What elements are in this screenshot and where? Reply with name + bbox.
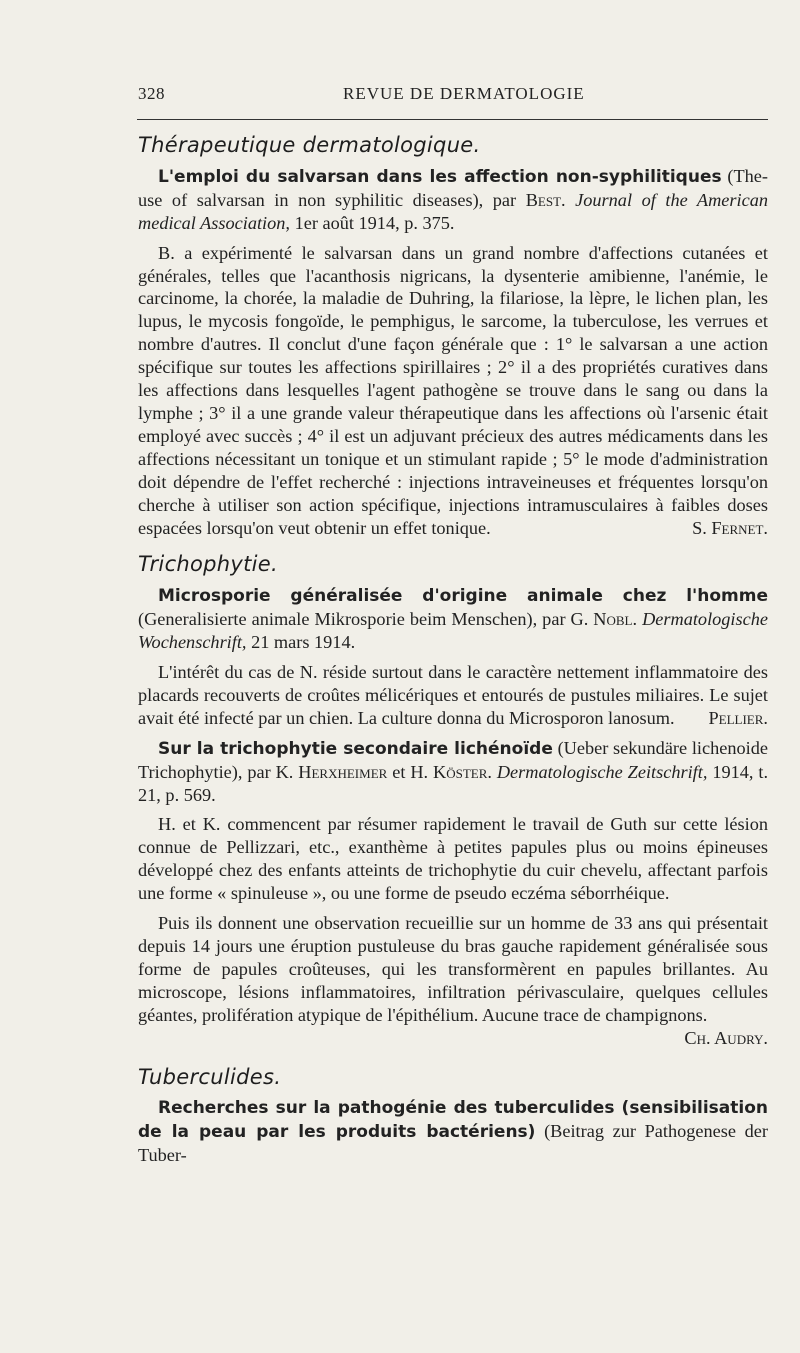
body-text: L'intérêt du cas de N. réside surtout dans le caractère nettement inflammatoire des placards recouverts de croûtes mélicériques et entourés de pustules miliaires. Le sujet avait été infecté par un chien. La culture donna du Microsporon lanosum. <box>138 662 768 728</box>
journal-title: REVUE DE DERMATOLOGIE <box>343 84 585 103</box>
reference-text: (Generalisierte animale Mikrosporie beim Menschen), par G. <box>138 609 594 630</box>
signature: Ch. Audry. <box>684 1027 768 1048</box>
reference-text: et H. <box>387 761 433 782</box>
section-title-tuberculides: Tuberculides. <box>138 1064 282 1089</box>
article-title: Recherches sur la pathogénie des tuberculides (sensibilisation de la peau par les produits bactériens) <box>138 1098 768 1143</box>
section-title-trichophytie: Trichophytie. <box>138 552 278 577</box>
article-body <box>138 813 768 905</box>
page-number: 328 <box>138 84 165 103</box>
article-reference <box>138 1096 768 1167</box>
body-text: H. et K. commencent par résumer rapidement le travail de Guth sur cette lésion connue de Pellizzari, etc., exanthème à petites papules plus ou moins épineuses développé chez des enfants atteints de trichophytie du cuir chevelu, affectant parfois une forme « spinuleuse », ou une forme de pseudo eczéma séborrhéique. <box>138 814 768 904</box>
article-reference <box>138 165 768 235</box>
author-name: Best <box>525 189 562 210</box>
journal-name: Dermatologische Zeitschrift, <box>496 761 708 782</box>
reference-date: 1er août 1914, p. 375. <box>290 212 455 233</box>
signature: Pellier. <box>708 707 768 728</box>
journal-name: Journal of the American medical Association, <box>138 189 769 233</box>
article-reference <box>138 737 768 807</box>
article-body <box>138 661 768 730</box>
article-body <box>138 242 768 540</box>
article-title: Sur la trichophytie secondaire lichénoïde <box>158 738 553 759</box>
author-name: Köster <box>433 761 488 782</box>
body-text: B. a expérimenté le salvarsan dans un grand nombre d'affections cutanées et générales, telles que l'acanthosis nigricans, la dysenterie amibienne, l'anémie, le carcinome, la chorée, la maladie de Duhring, la filariose, la lèpre, le lichen plan, les lupus, le mycosis fongoïde, le pemphigus, le sarcome, la tuberculose, les verrues et nombre d'autres. Il conclut d'une façon générale que : 1° le salvarsan a une action spécifique sur toutes les affections spirillaires ; 2° il a des propriétés curatives dans les affections dans lesquelles l'agent pathogène se trouve dans le sang ou dans la lymphe ; 3° il a une grande valeur thérapeutique dans les affections où l'arsenic était employé avec succès ; 4° il est un adjuvant précieux des autres médicaments dans les affections nécessitant un tonique et un stimulant rapide ; 5° le mode d'administration doit dépendre de l'effet recherché : injections intraveineuses et fréquentes lorsqu'on cherche à utiliser son action spécifique, injections intramusculaires à faibles doses espacées lorsqu'on veut obtenir un effet tonique. <box>138 242 768 538</box>
article-reference <box>138 584 768 654</box>
body-text: Puis ils donnent une observation recueillie sur un homme de 33 ans qui présentait depuis 14 jours une éruption pustuleuse du bras gauche rapidement généralisée sous forme de papules croûteuses, qui les transformèrent en papules brillantes. Au microscope, lésions inflammatoires, infiltration périvasculaire, quelques cellules géantes, prolifération atypique de l'épithélium. Aucune trace de champignons. <box>138 913 768 1025</box>
article-title: Microsporie généralisée d'origine animale chez l'homme <box>158 586 768 607</box>
reference-text: . <box>487 761 497 782</box>
reference-text: (The-use of salvarsan in non syphilitic diseases), par <box>138 165 768 210</box>
reference-text: . <box>632 609 643 630</box>
reference-text: (Beitrag zur Pathogenese der Tuber- <box>138 1121 768 1166</box>
article-title: L'emploi du salvarsan dans les affection non-syphilitiques <box>158 166 722 187</box>
page-content <box>138 134 768 1174</box>
author-name: Nobl <box>593 609 633 630</box>
signature: S. Fernet. <box>692 517 768 538</box>
author-name: Herxheimer <box>298 761 388 782</box>
reference-text: (Ueber sekundäre lichenoide Trichophytie), par K. <box>138 737 768 782</box>
reference-date: 21 mars 1914. <box>246 632 356 653</box>
header-rule <box>137 119 768 120</box>
section-title-therapeutique: Thérapeutique dermatologique. <box>138 133 481 157</box>
journal-name: Dermatologische Wochenschrift, <box>138 609 768 653</box>
article-body <box>138 912 768 1049</box>
reference-text: . <box>561 189 576 210</box>
reference-date: 1914, t. 21, p. 569. <box>138 761 769 805</box>
